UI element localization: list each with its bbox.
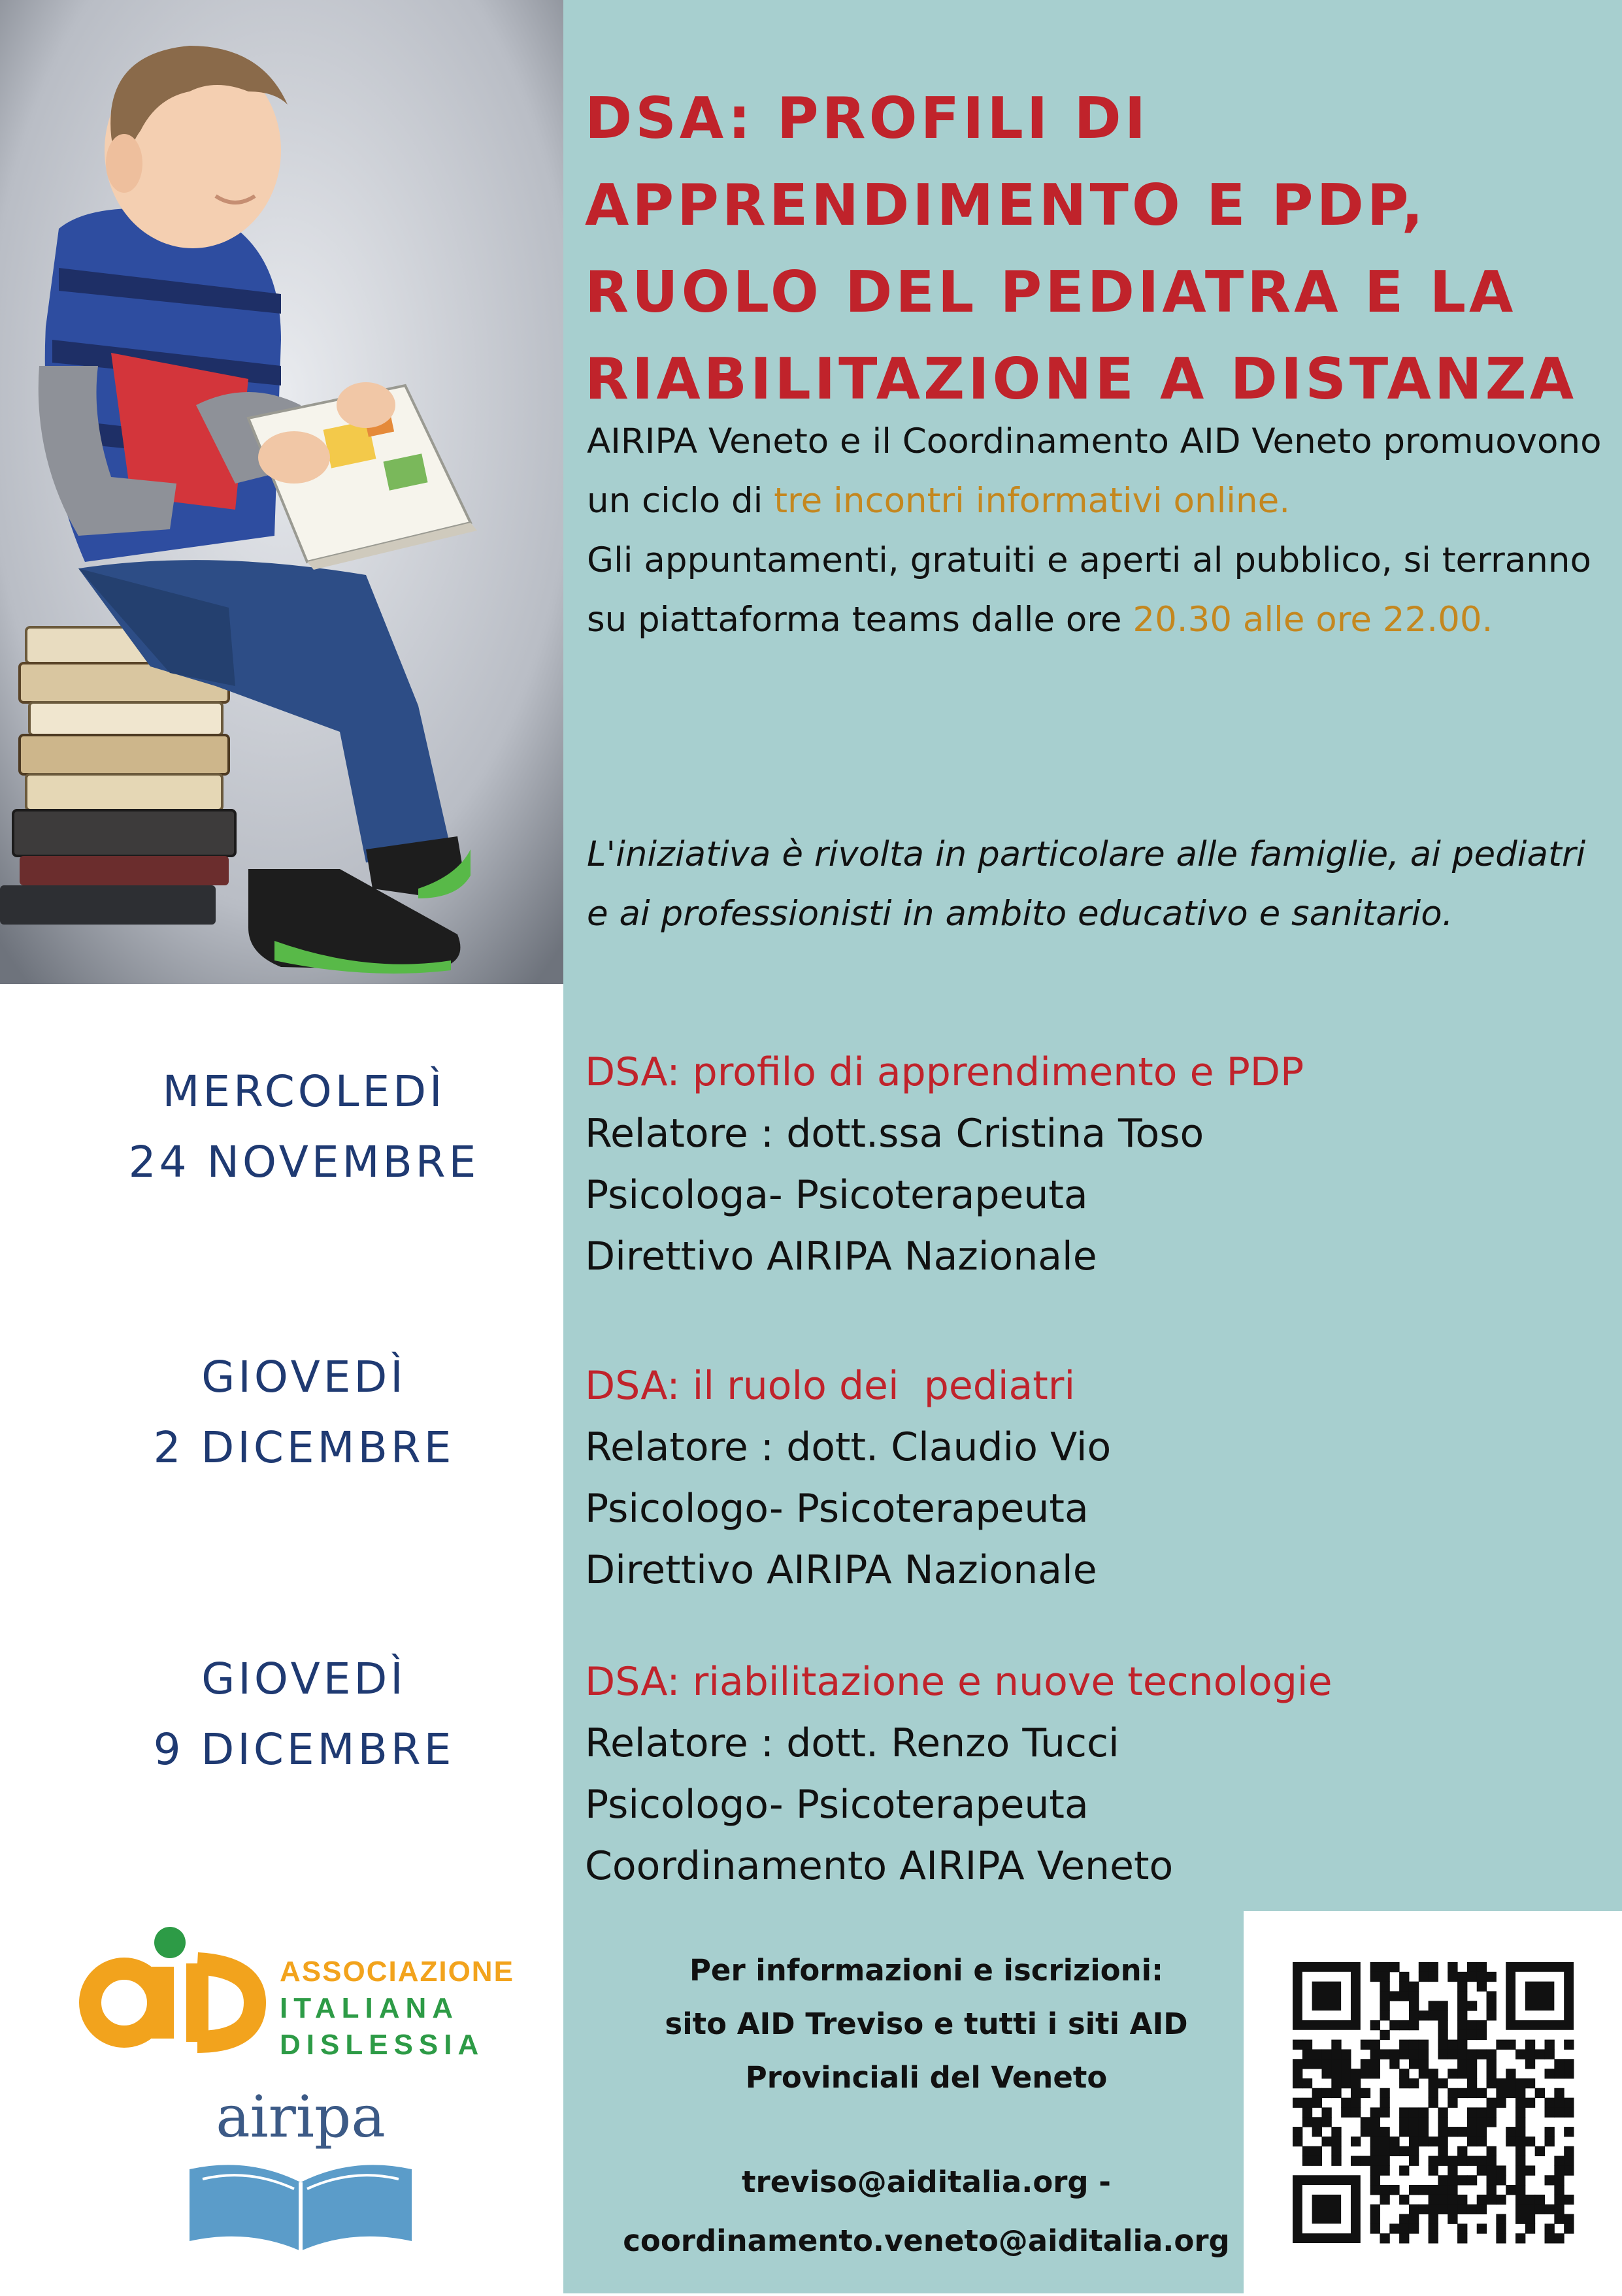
event-1-day: MERCOLEDÌ xyxy=(162,1066,446,1117)
aid-line-3: DISLESSIA xyxy=(280,2029,485,2061)
event-3-topic: DSA: riabilitazione e nuove tecnologie xyxy=(585,1659,1332,1705)
event-3-details xyxy=(585,1651,1604,1897)
aid-logo-text xyxy=(280,1954,514,2063)
intro-text-1: AIRIPA Veneto e il Coordinamento AID Veneto promuovono un ciclo di xyxy=(587,421,1602,521)
intro-highlight-time: 20.30 alle ore 22.00. xyxy=(1133,600,1493,640)
event-1-date xyxy=(0,1057,608,1198)
event-2-speaker: Relatore : dott. Claudio Vio xyxy=(585,1424,1112,1470)
qr-code-icon[interactable] xyxy=(1244,1911,1622,2293)
intro-text-2: Gli appuntamenti, gratuiti e aperti al pubblico, si terranno su piattaforma teams dalle ore xyxy=(587,540,1591,640)
child-reading-photo xyxy=(0,0,563,984)
event-3-date xyxy=(0,1644,608,1785)
event-2-role: Psicologo- Psicoterapeuta xyxy=(585,1486,1089,1532)
email-block xyxy=(569,2153,1284,2271)
event-2-topic: DSA: il ruolo dei pediatri xyxy=(585,1363,1076,1409)
event-1-speaker: Relatore : dott.ssa Cristina Toso xyxy=(585,1111,1204,1156)
target-audience-note: L'iniziativa è rivolta in particolare alle famiglie, ai pediatri e ai professionisti in ambito educativo e sanitario. xyxy=(587,834,1586,934)
aid-mark-icon xyxy=(78,1918,274,2055)
child-reading-illustration xyxy=(0,0,563,984)
info-line-3: Provinciali del Veneto xyxy=(745,2060,1108,2095)
info-line-1: Per informazioni e iscrizioni: xyxy=(689,1953,1164,1988)
page-title: DSA: PROFILI DI APPRENDIMENTO E PDP, RUOLO DEL PEDIATRA E LA RIABILITAZIONE A DISTANZA xyxy=(585,85,1578,412)
email-treviso[interactable]: treviso@aiditalia.org - xyxy=(742,2165,1111,2199)
event-2-date xyxy=(0,1342,608,1483)
event-2-day: GIOVEDÌ xyxy=(201,1352,406,1402)
email-coordinamento[interactable]: coordinamento.veneto@aiditalia.org xyxy=(623,2223,1230,2258)
event-1-role: Psicologa- Psicoterapeuta xyxy=(585,1172,1088,1218)
airipa-logo xyxy=(176,2084,425,2261)
intro-highlight-meetings: tre incontri informativi online. xyxy=(774,481,1291,521)
qr-code-panel xyxy=(1244,1911,1622,2293)
svg-text:airipa: airipa xyxy=(216,2084,386,2150)
info-line-2: sito AID Treviso e tutti i siti AID xyxy=(665,2007,1188,2041)
event-1-topic: DSA: profilo di apprendimento e PDP xyxy=(585,1049,1304,1095)
event-2-org: Direttivo AIRIPA Nazionale xyxy=(585,1547,1097,1593)
event-1-org: Direttivo AIRIPA Nazionale xyxy=(585,1234,1097,1279)
aid-line-2: ITALIANA xyxy=(280,1992,459,2024)
event-2-day-month: 2 DICEMBRE xyxy=(153,1422,455,1473)
airipa-book-icon xyxy=(176,2084,425,2261)
event-1-day-month: 24 NOVEMBRE xyxy=(128,1137,480,1187)
event-3-speaker: Relatore : dott. Renzo Tucci xyxy=(585,1720,1119,1766)
event-2-details xyxy=(585,1355,1604,1601)
event-3-day: GIOVEDÌ xyxy=(201,1654,406,1704)
event-3-org: Coordinamento AIRIPA Veneto xyxy=(585,1843,1174,1889)
event-3-role: Psicologo- Psicoterapeuta xyxy=(585,1782,1089,1828)
info-block xyxy=(569,1944,1284,2105)
event-1-details xyxy=(585,1041,1604,1287)
event-3-day-month: 9 DICEMBRE xyxy=(153,1724,455,1775)
intro-paragraph xyxy=(587,412,1606,649)
aid-line-1: ASSOCIAZIONE xyxy=(280,1956,514,1988)
